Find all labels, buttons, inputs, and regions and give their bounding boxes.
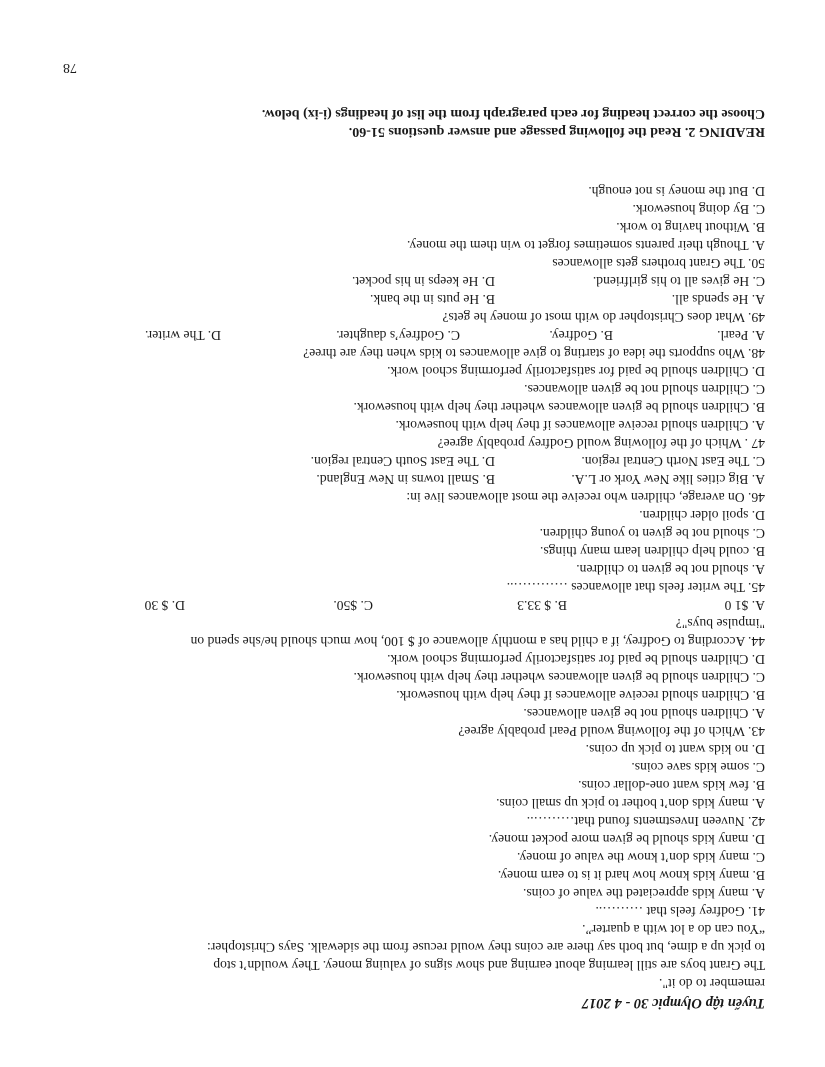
question-42-option: C. some kids save coins. (631, 760, 765, 775)
question-46-option: B. Small towns in New England. (316, 472, 495, 487)
page-header-title: Tuyển tập Olympic 30 - 4 2017 (581, 995, 765, 1011)
question-48-option: D. The writer. (144, 328, 221, 343)
question-50-stem: 50. The Grant brothers gets allowances (552, 256, 765, 271)
question-42-option: B. few kids want one-dollar coins. (578, 778, 765, 793)
question-49-stem: 49. What does Christopher do with most of money he gets? (442, 310, 765, 325)
question-43-option: D. Children should be paid for satisfactorily performing school work. (387, 652, 765, 667)
question-43-option: C. Children should be given allowances whether they help with housework. (353, 670, 765, 685)
question-50-option: C. By doing housework. (632, 202, 765, 217)
question-41-option: A. many kids appreciated the value of coins. (523, 886, 765, 901)
question-47-option: D. Children should be paid for satisfactorily performing school work. (387, 364, 765, 379)
question-47-option: A. Children should receive allowances if they help with housework. (395, 418, 765, 433)
question-46-stem: 46. On average, children who receive the most allowances live in: (406, 490, 765, 505)
question-41-option: B. many kids know how hard it is to earn money. (497, 868, 765, 883)
question-42-option: D. no kids want to pick up coins. (585, 742, 765, 757)
question-45-stem: 45. The writer feels that allowances ………….. (506, 580, 765, 595)
passage-line: The Grant boys are still learning about earning and show signs of valuing money. They wouldn’t stop (213, 958, 765, 973)
question-46-option: C. The East North Central region. (581, 454, 765, 469)
question-48-stem: 48. Who supports the idea of starting to give allowances to kids when they are three? (303, 346, 765, 361)
question-50-option: A. Though their parents sometimes forget to win them the money. (406, 238, 765, 253)
passage-line: “You can do a lot with a quarter”. (582, 922, 765, 937)
question-44-option: B. $ 33.3 (517, 598, 567, 613)
question-41-option: D. many kids should be given more pocket money. (488, 832, 765, 847)
reading-2-instruction: Choose the correct heading for each paragraph from the list of headings (i-ix) below. (261, 106, 765, 121)
question-43-stem: 43. Which of the following would Pearl probably agree? (458, 724, 765, 739)
question-49-option: A. He spends all. (671, 292, 765, 307)
question-41-stem: 41. Godfrey feels that ……….. (595, 904, 765, 919)
question-46-option: D. The East South Central region. (310, 454, 495, 469)
passage-line: to pick up a dime, but both say there are coins they would recuse from the sidewalk. Says Christopher: (207, 940, 765, 955)
question-49-option: B. He puts in the bank. (370, 292, 495, 307)
page-number: 78 (63, 60, 77, 75)
question-42-stem: 42. Nuveen Investments found that……….. (526, 814, 765, 829)
question-47-option: C. Children should not be given allowances. (524, 382, 765, 397)
question-45-option: A. should not be given to children. (576, 562, 765, 577)
question-50-option: B. Without having to work. (616, 220, 765, 235)
passage-tail-line: remember to do it". (659, 976, 765, 991)
question-45-option: C. should not be given to young children. (539, 526, 765, 541)
question-49-option: C. He gives all to his girlfriend. (592, 274, 765, 289)
question-45-option: D. spoil older children. (639, 508, 765, 523)
question-43-option: B. Children should receive allowances if they help with housework. (396, 688, 765, 703)
question-44-option: C. $50. (333, 598, 373, 613)
question-42-option: A. many kids don’t bother to pick up small coins. (496, 796, 765, 811)
question-45-option: B. could help children learn many things. (539, 544, 765, 559)
question-48-option: A. Pearl. (717, 328, 765, 343)
question-41-option: C. many kids don’t know the value of money. (516, 850, 765, 865)
question-48-option: B. Godfrey. (549, 328, 613, 343)
question-44-stem-cont: "impulse buys"? (675, 616, 765, 631)
question-50-option: D. But the money is not enough. (588, 184, 765, 199)
reading-2-title: READING 2. Read the following passage and answer questions 51-60. (348, 124, 765, 139)
question-47-stem: 47 . Which of the following would Godfrey probably agree? (437, 436, 765, 451)
question-46-option: A. Big cities like New York or L.A. (571, 472, 765, 487)
question-44-option: D. $ 30 (144, 598, 185, 613)
question-43-option: A. Children should not be given allowances. (523, 706, 765, 721)
question-44-stem: 44. According to Godfrey, if a child has a monthly allowance of $ 100, how much should he/she spend on (190, 634, 765, 649)
question-44-option: A. $1 0 (724, 598, 765, 613)
question-49-option: D. He keeps in his pocket. (351, 274, 495, 289)
question-47-option: B. Children should be given allowances whether they help with housework. (353, 400, 765, 415)
question-48-option: C. Godfrey’s daughter. (336, 328, 460, 343)
